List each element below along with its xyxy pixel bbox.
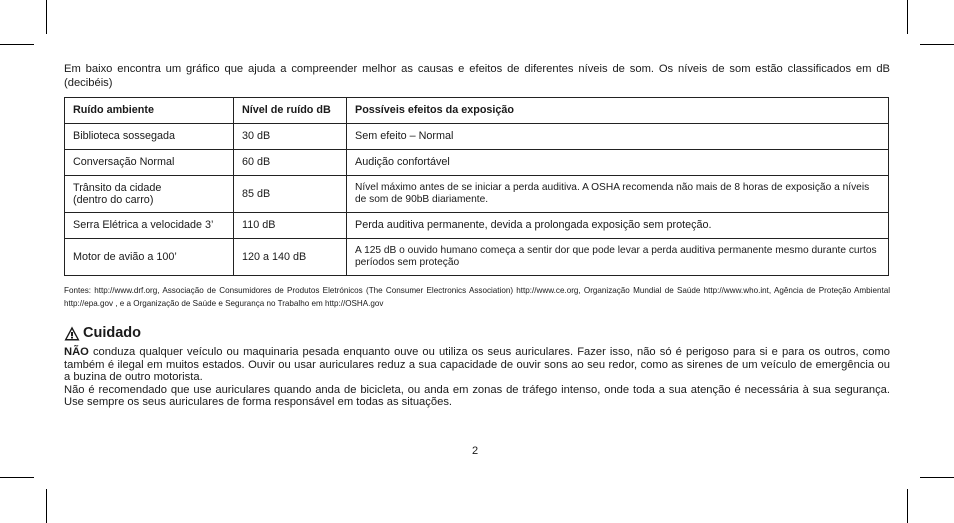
ambient-cell: Serra Elétrica a velocidade 3’ (65, 213, 234, 239)
crop-mark (0, 477, 34, 478)
ambient-cell-line: (dentro do carro) (73, 194, 154, 206)
caution-paragraph: Não é recomendado que use auriculares quando anda de bicicleta, ou anda em zonas de tráfego intenso, onde toda a sua atenção é necessária à sua segurança. Use sempre os seus auriculares de forma responsável em todas as situações. (64, 383, 890, 409)
caution-body (64, 346, 890, 409)
caution-heading (64, 325, 141, 341)
ambient-cell: Biblioteca sossegada (65, 124, 234, 150)
column-header: Nível de ruído dB (234, 98, 347, 124)
effect-cell: Sem efeito – Normal (347, 124, 889, 150)
column-header: Possíveis efeitos da exposição (347, 98, 889, 124)
table-row (65, 239, 889, 276)
table-row (65, 150, 889, 176)
warning-triangle-icon (64, 326, 80, 341)
level-cell: 120 a 140 dB (234, 239, 347, 276)
caution-paragraph (64, 346, 890, 384)
effect-cell: Audição confortável (347, 150, 889, 176)
table-header-row (65, 98, 889, 124)
ambient-cell (65, 176, 234, 213)
crop-mark (920, 477, 954, 478)
caution-strong: NÃO (64, 346, 89, 358)
ambient-cell: Motor de avião a 100’ (65, 239, 234, 276)
crop-mark (46, 489, 47, 523)
page-number: 2 (472, 445, 479, 457)
table-row (65, 213, 889, 239)
ambient-cell: Conversação Normal (65, 150, 234, 176)
crop-mark (907, 0, 908, 34)
crop-mark (920, 44, 954, 45)
crop-mark (46, 0, 47, 34)
caution-text: conduza qualquer veículo ou maquinaria pesada enquanto ouve ou utiliza os seus auriculares. Fazer isso, não só é perigoso para si e para os outros, como também é ilegal em muitos estados. Ouvir ou usar auriculares reduz a sua capacidade de ouvir sons ao seu redor, como as sirenes de um veículo de emergência ou a buzina de outro motorista. (64, 346, 890, 384)
level-cell: 110 dB (234, 213, 347, 239)
intro-paragraph: Em baixo encontra um gráfico que ajuda a compreender melhor as causas e efeitos de diferentes níveis de som. Os níveis de som estão classificados em dB (decibéis) (64, 63, 890, 89)
level-cell: 30 dB (234, 124, 347, 150)
column-header: Ruído ambiente (65, 98, 234, 124)
level-cell: 85 dB (234, 176, 347, 213)
crop-mark (907, 489, 908, 523)
effect-cell: Perda auditiva permanente, devida a prolongada exposição sem proteção. (347, 213, 889, 239)
caution-title: Cuidado (83, 325, 141, 341)
ambient-cell-line: Trânsito da cidade (73, 181, 162, 194)
effect-cell: A 125 dB o ouvido humano começa a sentir dor que pode levar a perda auditiva permanente mesmo durante curtos períodos sem proteção (347, 239, 889, 276)
sources-footnote: Fontes: http://www.drf.org, Associação de Consumidores de Produtos Eletrónicos (The Consumer Electronics Association) http://www.ce.org, Organização Mundial de Saúde http://www.who.int, Agência de Proteção Ambiental http://epa.gov , e a Organização de Saúde e Segurança no Trabalho em http://OSHA.gov (64, 286, 890, 308)
noise-level-table (64, 97, 889, 276)
crop-mark (0, 44, 34, 45)
level-cell: 60 dB (234, 150, 347, 176)
table-row (65, 124, 889, 150)
effect-cell: Nível máximo antes de se iniciar a perda auditiva. A OSHA recomenda não mais de 8 horas de exposição a níveis de som de 90bB diariamente. (347, 176, 889, 213)
table-row (65, 176, 889, 213)
